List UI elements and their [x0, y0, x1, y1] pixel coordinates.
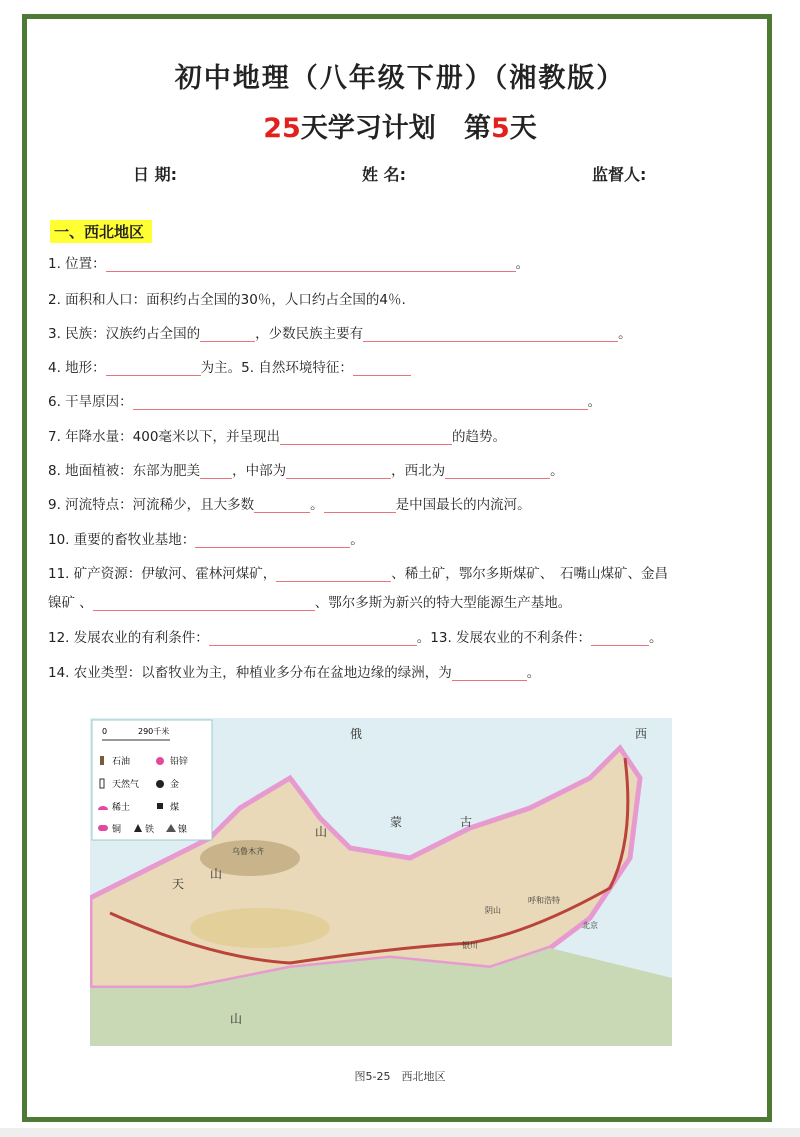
blank[interactable] [93, 596, 315, 611]
oil-icon [100, 756, 104, 765]
northwest-china-map [90, 718, 672, 1046]
q-text: 是中国最长的内流河。 [395, 497, 531, 513]
day-number: 5 [490, 113, 510, 144]
tarim-basin [190, 908, 330, 948]
q-text: 。 [550, 463, 564, 479]
page-title: 初中地理（八年级下册）（湘教版） [174, 63, 626, 94]
label-tian: 天 [172, 877, 185, 891]
label-mongolia-1: 蒙 [390, 815, 403, 829]
blank[interactable] [452, 666, 527, 681]
q-text: 。 [350, 532, 364, 548]
q-text: 。 [310, 497, 324, 513]
q-text: 14. 农业类型：以畜牧业为主，种植业多分布在盆地边缘的绿洲，为 [48, 665, 452, 681]
blank[interactable] [324, 498, 396, 513]
label-shan: 山 [210, 867, 223, 881]
day-suffix: 天 [509, 113, 537, 144]
blank[interactable] [276, 567, 391, 582]
q-text: 。 [649, 630, 663, 646]
label-urumqi: 乌鲁木齐 [232, 847, 264, 856]
label-yinchuan: 银川 [462, 941, 478, 950]
q-text: 7. 年降水量：400毫米以下，并呈现出 [48, 429, 280, 445]
section-heading: 一、西北地区 [50, 220, 152, 243]
label-hohhot: 呼和浩特 [528, 896, 560, 905]
blank[interactable] [200, 327, 255, 342]
q-text: 、稀土矿，鄂尔多斯煤矿、 石嘴山煤矿、金昌 [391, 566, 669, 582]
q-text: 。 [526, 665, 541, 681]
question-14 [48, 661, 540, 681]
question-6 [48, 390, 601, 410]
legend-gold: 金 [170, 780, 180, 790]
gold-icon [156, 780, 164, 788]
question-10 [48, 528, 364, 548]
q-text: 。 [515, 256, 530, 272]
question-4-5 [48, 356, 411, 376]
legend-gas: 天然气 [112, 780, 140, 790]
blank[interactable] [133, 395, 588, 410]
q-text: 、鄂尔多斯为新兴的特大型能源生产基地。 [314, 595, 572, 611]
blank[interactable] [353, 361, 411, 376]
q-text: 10. 重要的畜牧业基地： [48, 532, 196, 548]
legend-iron: 铁 [145, 825, 155, 835]
q-text: 。 [618, 326, 632, 342]
question-7 [48, 425, 506, 445]
label-shan-2: 山 [315, 825, 328, 839]
question-9 [48, 493, 531, 513]
q-text: 。13. 发展农业的不利条件： [416, 630, 592, 646]
legend-leadzinc: 铅锌 [170, 757, 189, 767]
blank[interactable] [106, 361, 201, 376]
q-text: 11. 矿产资源：伊敏河、霍林河煤矿， [48, 566, 277, 582]
q-text: 。 [587, 394, 602, 410]
q-text: 12. 发展农业的有利条件： [48, 630, 209, 646]
label-russia: 俄 [350, 727, 363, 741]
scale-max: 290千米 [138, 727, 170, 736]
legend-copper: 铜 [112, 825, 122, 835]
blank[interactable] [445, 464, 550, 479]
label-yinshan: 阴山 [485, 906, 501, 915]
label-shan-south: 山 [230, 1012, 243, 1026]
legend-rareearth: 稀土 [112, 803, 131, 813]
q-text: 6. 干旱原因： [48, 394, 133, 410]
legend-coal: 煤 [170, 803, 180, 813]
question-11 [48, 562, 668, 582]
q-text: 8. 地面植被：东部为肥美 [48, 463, 201, 479]
question-8 [48, 459, 564, 479]
q-text: 的趋势。 [451, 429, 506, 445]
question-3 [48, 322, 632, 342]
blank[interactable] [363, 327, 618, 342]
scale-zero: 0 [102, 727, 108, 736]
q-text: ，少数民族主要有 [255, 326, 364, 342]
q-text: 4. 地形： [48, 360, 106, 376]
copper-icon [98, 825, 108, 831]
q-text: 1. 位置： [48, 256, 106, 272]
map-caption: 图5-25 西北地区 [354, 1070, 446, 1083]
blank[interactable] [200, 464, 232, 479]
leadzinc-icon [156, 757, 164, 765]
blank[interactable] [254, 498, 310, 513]
blank[interactable] [106, 257, 516, 272]
blank[interactable] [286, 464, 391, 479]
bottom-bar [0, 1128, 800, 1137]
q-text: 3. 民族：汉族约占全国的 [48, 326, 201, 342]
supervisor-label: 监督人: [592, 165, 647, 184]
question-12-13 [48, 626, 663, 646]
plan-days: 25 [263, 113, 301, 144]
plan-text: 天学习计划 [300, 113, 436, 144]
legend-nickel: 镍 [178, 825, 188, 835]
name-label: 姓 名: [362, 165, 406, 184]
date-label: 日 期: [133, 165, 177, 184]
plan-subtitle [0, 106, 800, 145]
label-mongolia-2: 古 [460, 815, 473, 829]
question-1 [48, 252, 529, 272]
blank[interactable] [195, 533, 350, 548]
label-xi: 西 [635, 727, 648, 741]
blank[interactable] [280, 430, 452, 445]
q-text: 9. 河流特点：河流稀少，且大多数 [48, 497, 255, 513]
q-text: ，西北为 [391, 463, 446, 479]
question-2: 2. 面积和人口：面积约占全国的30％，人口约占全国的4％. [48, 292, 406, 308]
legend-oil: 石油 [112, 757, 131, 767]
question-11-cont [48, 591, 571, 611]
q-text: 为主。5. 自然环境特征： [200, 360, 353, 376]
label-beijing: 北京 [582, 921, 598, 930]
blank[interactable] [591, 631, 649, 646]
q-text: 镍矿 、 [48, 595, 93, 611]
coal-icon [157, 803, 163, 809]
q-text: ，中部为 [232, 463, 287, 479]
blank[interactable] [209, 631, 417, 646]
day-prefix: 第 [463, 113, 491, 144]
legend-box [92, 720, 212, 840]
